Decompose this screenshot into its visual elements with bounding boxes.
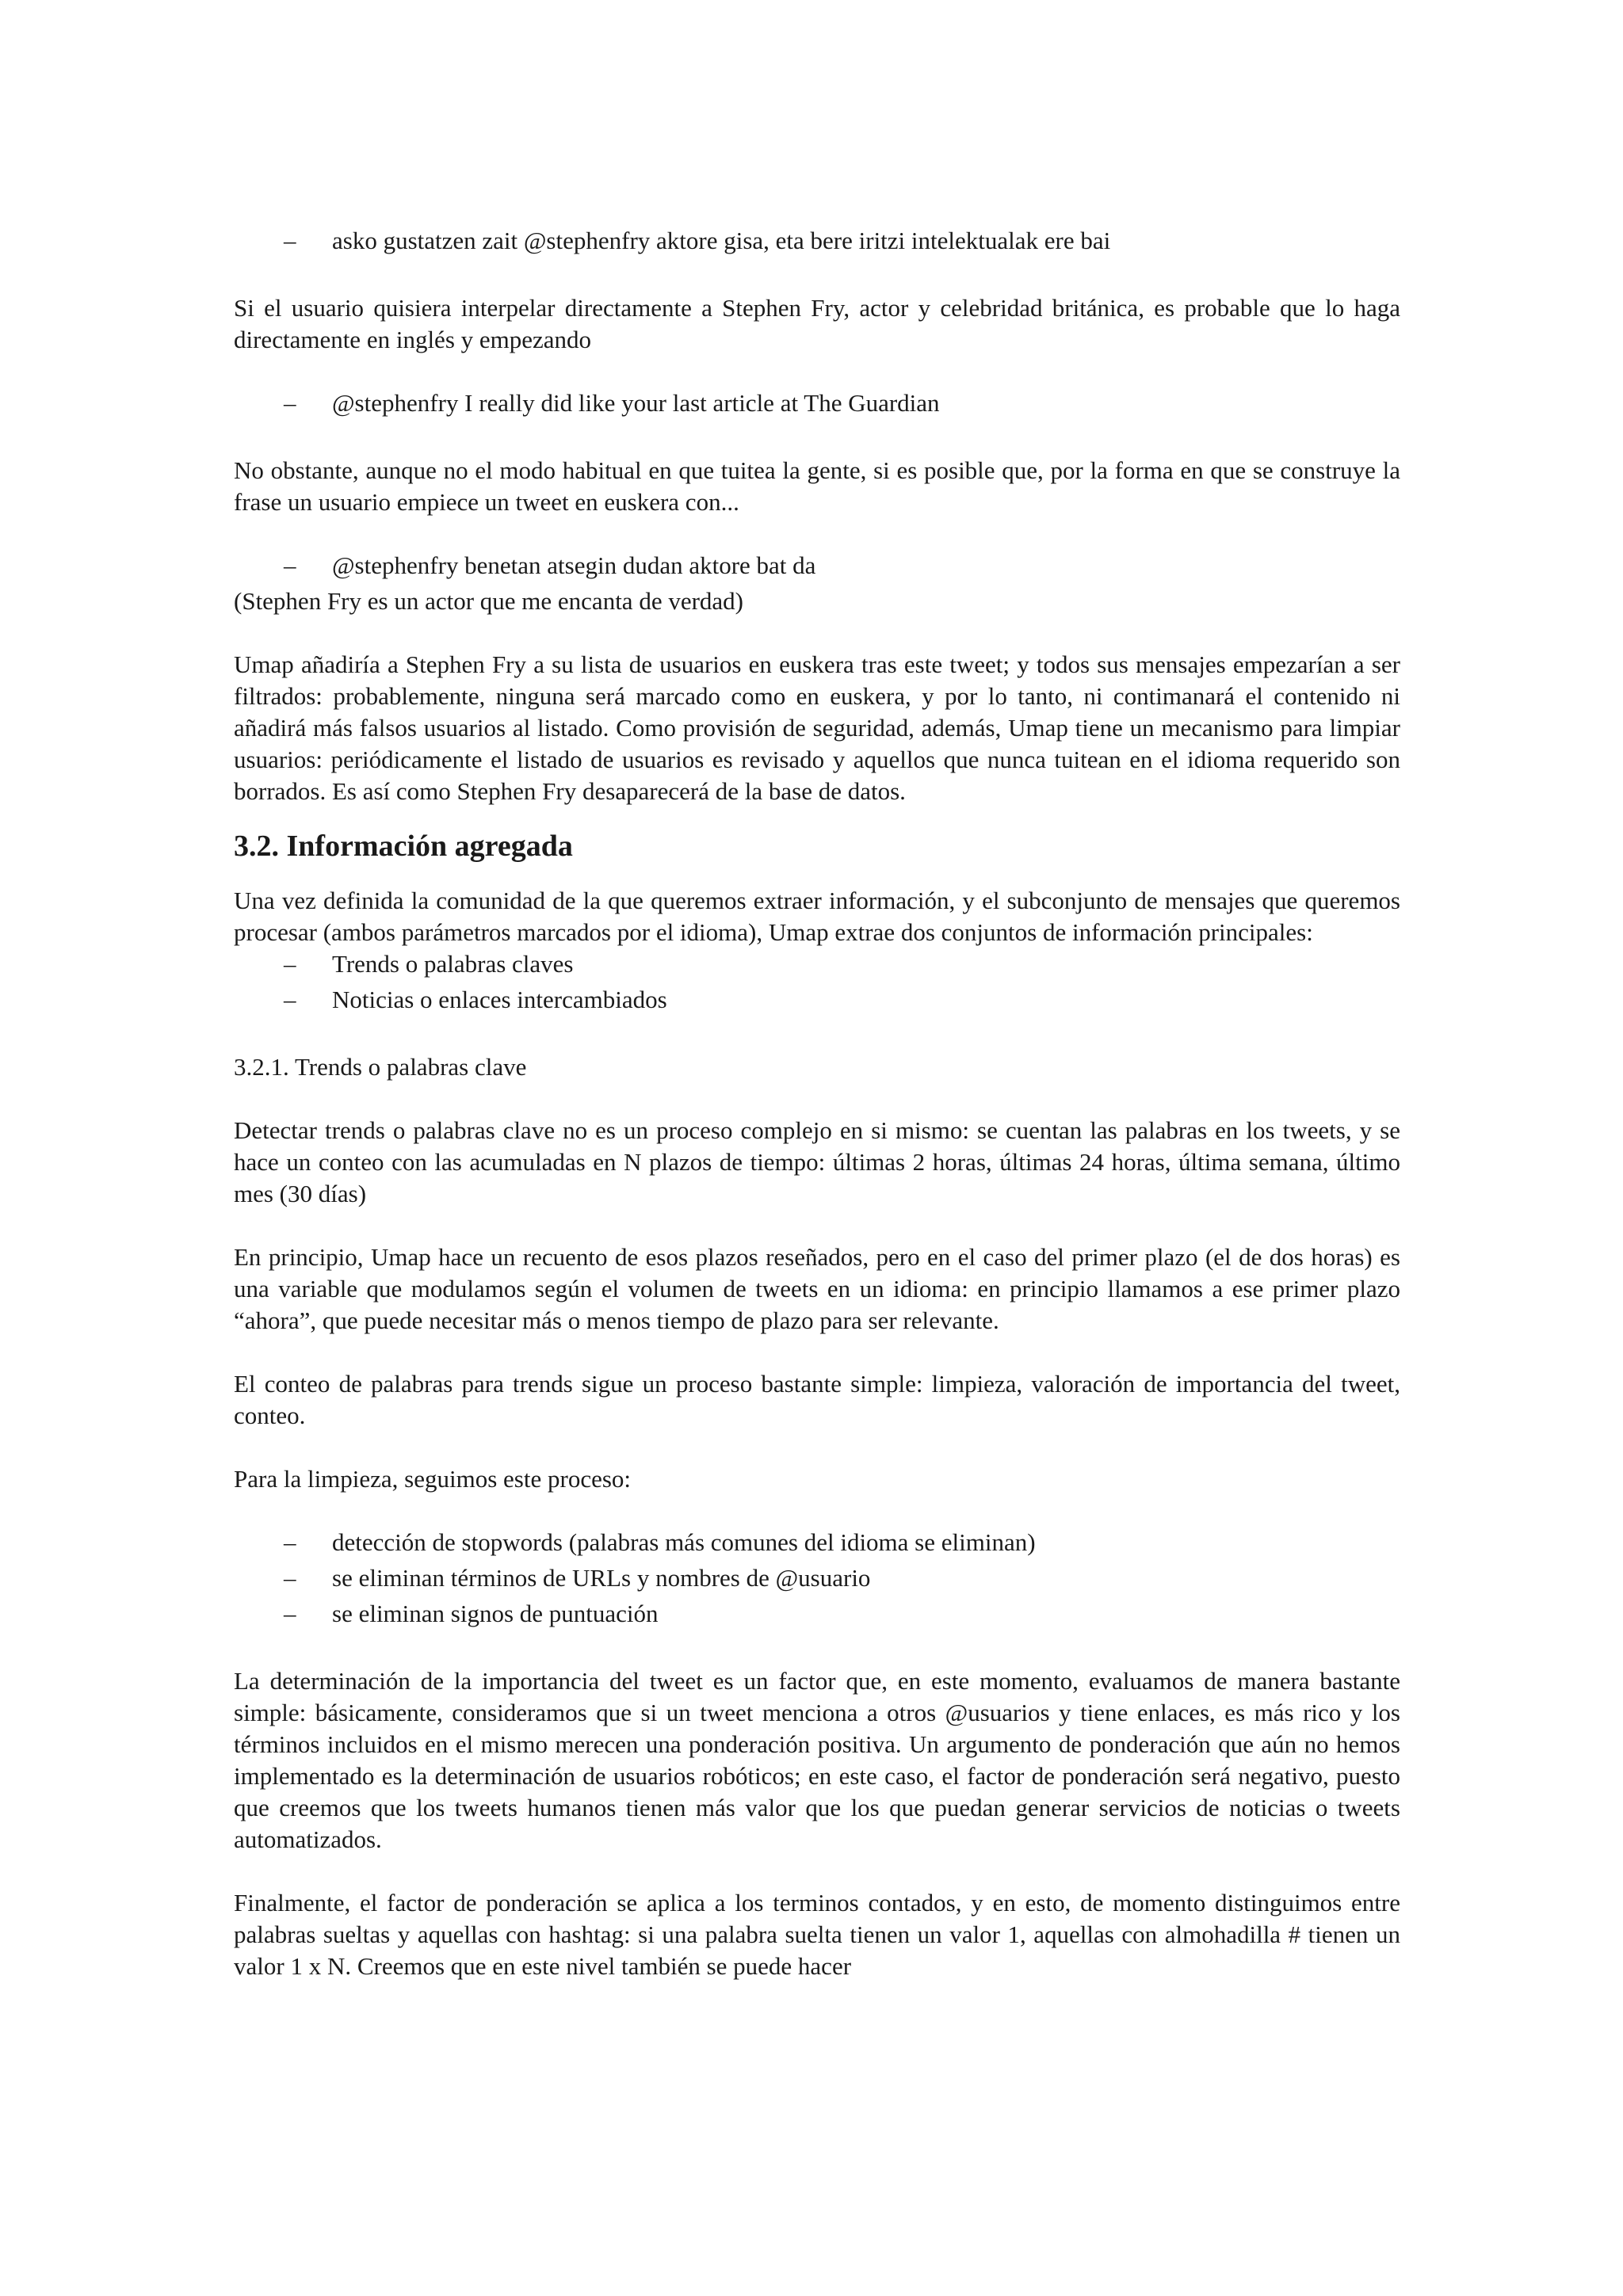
paragraph: Para la limpieza, seguimos este proceso: <box>234 1465 632 1493</box>
paragraph: Finalmente, el factor de ponderación se aplica a los terminos contados, y en esto, de momento distinguimos entre palabras sueltas y aquellas con hashtag: si una palabra suelta tienen un valor 1, aquellas con almohadilla # tienen un valor 1 x N. Creemos que en este nivel también se puede hacer <box>234 1889 1400 1980</box>
paragraph: No obstante, aunque no el modo habitual en que tuitea la gente, si es posible que, por la forma en que se construye la frase un usuario empiece un tweet en euskera con... <box>234 456 1400 516</box>
paragraph: 3.2.1. Trends o palabras clave <box>234 1053 527 1081</box>
paragraph: El conteo de palabras para trends sigue un proceso bastante simple: limpieza, valoración de importancia del tweet, conteo. <box>234 1370 1400 1429</box>
document-page <box>234 225 1400 1982</box>
spacer <box>234 1337 1400 1368</box>
paragraph: Umap añadiría a Stephen Fry a su lista de usuarios en euskera tras este tweet; y todos sus mensajes empezarían a ser filtrados: probablemente, ninguna será marcado como en euskera, y por lo tanto, ni contimanará el contenido ni añadirá más falsos usuarios al listado. Como provisión de seguridad, además, Umap tiene un mecanismo para limpiar usuarios: periódicamente el listado de usuarios es revisado y aquellos que nunca tuitean en el idioma requerido son borrados. Es así como Stephen Fry desaparecerá de la base de datos. <box>234 650 1400 805</box>
spacer <box>234 261 1400 292</box>
paragraph: La determinación de la importancia del tweet es un factor que, en este momento, evaluamos de manera bastante simple: básicamente, consideramos que si un tweet menciona a otros @usuarios y tiene enlaces, es más rico y los términos incluidos en el mismo merecen una ponderación positiva. Un argumento de ponderación que aún no hemos implementado es la determinación de usuarios robóticos; en este caso, el factor de ponderación será negativo, puesto que creemos que los tweets humanos tienen más valor que los que puedan generar servicios de noticias o tweets automatizados. <box>234 1667 1400 1853</box>
dash-bullet: – <box>284 227 296 254</box>
list-item <box>234 387 1400 423</box>
spacer <box>234 423 1400 455</box>
list-item-text: detección de stopwords (palabras más comunes del idioma se eliminan) <box>332 1528 1036 1556</box>
list-item-text: Trends o palabras claves <box>332 950 574 978</box>
dash-bullet: – <box>284 389 296 417</box>
dash-bullet: – <box>284 1564 296 1592</box>
paragraph: Si el usuario quisiera interpelar directamente a Stephen Fry, actor y celebridad británica, es probable que lo haga directamente en inglés y empezando <box>234 294 1400 353</box>
list-item <box>234 1562 1400 1598</box>
section-heading: 3.2. Información agregada <box>234 830 573 863</box>
spacer <box>234 1020 1400 1051</box>
paragraph: Una vez definida la comunidad de la que queremos extraer información, y el subconjunto de mensajes que queremos procesar (ambos parámetros marcados por el idioma), Umap extrae dos conjuntos de información principales: <box>234 887 1400 946</box>
spacer <box>234 864 1400 885</box>
list-item-text: asko gustatzen zait @stephenfry aktore gisa, eta bere iritzi intelektualak ere bai <box>332 227 1111 254</box>
list-item-text: se eliminan términos de URLs y nombres de @usuario <box>332 1564 871 1592</box>
list-item-text: @stephenfry benetan atsegin dudan aktore bat da <box>332 551 816 579</box>
spacer <box>234 1855 1400 1887</box>
dash-bullet: – <box>284 950 296 978</box>
dash-bullet: – <box>284 1600 296 1627</box>
dash-bullet: – <box>284 551 296 579</box>
list-item-text: se eliminan signos de puntuación <box>332 1600 659 1627</box>
spacer <box>234 1432 1400 1463</box>
dash-bullet: – <box>284 1528 296 1556</box>
spacer <box>234 356 1400 387</box>
list-item <box>234 1598 1400 1634</box>
list-item-text: @stephenfry I really did like your last article at The Guardian <box>332 389 940 417</box>
spacer <box>234 1083 1400 1115</box>
list-item <box>234 225 1400 261</box>
spacer <box>234 1210 1400 1241</box>
paragraph: En principio, Umap hace un recuento de esos plazos reseñados, pero en el caso del primer plazo (el de dos horas) es una variable que modulamos según el volumen de tweets en un idioma: en principio llamamos a ese primer plazo “ahora”, que puede necesitar más o menos tiempo de plazo para ser relevante. <box>234 1243 1400 1334</box>
list-item-text: Noticias o enlaces intercambiados <box>332 986 667 1013</box>
dash-bullet: – <box>284 986 296 1013</box>
spacer <box>234 807 1400 828</box>
list-item <box>234 1527 1400 1562</box>
paragraph: Detectar trends o palabras clave no es un proceso complejo en si mismo: se cuentan las palabras en los tweets, y se hace un conteo con las acumuladas en N plazos de tiempo: últimas 2 horas, últimas 24 horas, última semana, último mes (30 días) <box>234 1116 1400 1207</box>
list-item <box>234 948 1400 984</box>
spacer <box>234 518 1400 550</box>
list-item <box>234 984 1400 1020</box>
spacer <box>234 1634 1400 1665</box>
spacer <box>234 617 1400 649</box>
spacer <box>234 1495 1400 1527</box>
list-item <box>234 550 1400 585</box>
paragraph: (Stephen Fry es un actor que me encanta de verdad) <box>234 587 743 615</box>
